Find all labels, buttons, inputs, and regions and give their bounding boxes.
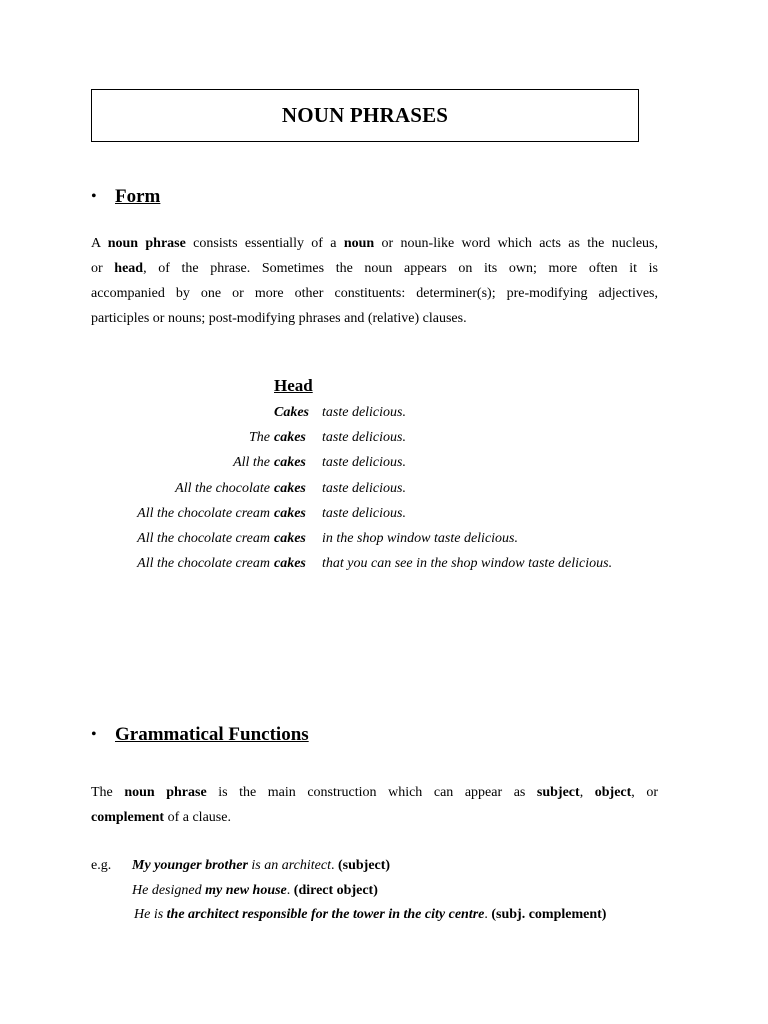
bullet-icon: • [91,726,97,743]
example-premodifier: All the chocolate [175,481,270,496]
functions-heading-text: Grammatical Functions [115,724,309,745]
form-paragraph-line: accompanied by one or more other constituents: determiner(s); pre-modifying adjectives, [91,286,658,301]
example-row [0,430,768,450]
example-row [0,405,768,425]
example-postmodifier: taste delicious. [322,405,406,420]
example-premodifier: The [249,430,270,445]
bullet-icon: • [91,188,97,205]
example-subject-complement: He is the architect responsible for the tower in the city centre. (subj. complement) [134,907,607,922]
form-paragraph-line: A noun phrase consists essentially of a noun or noun-like word which acts as the nucleus, [91,236,659,251]
example-head-noun: cakes [274,430,306,445]
form-heading-text: Form [115,186,161,207]
head-label: Head [274,376,313,395]
example-head-noun: Cakes [274,405,309,420]
functions-paragraph-line: complement of a clause. [91,810,231,825]
example-postmodifier: taste delicious. [322,430,406,445]
eg-label: e.g. [91,858,112,873]
example-row [0,556,768,576]
example-direct-object: He designed my new house. (direct object) [132,883,378,898]
example-premodifier: All the chocolate cream [137,556,270,571]
page-title: NOUN PHRASES [281,103,449,127]
example-postmodifier: taste delicious. [322,506,406,521]
example-head-noun: cakes [274,556,306,571]
example-row [0,506,768,526]
example-head-noun: cakes [274,455,306,470]
example-head-noun: cakes [274,481,306,496]
example-postmodifier: taste delicious. [322,455,406,470]
example-postmodifier: that you can see in the shop window taste delicious. [322,556,613,571]
functions-paragraph-line: The noun phrase is the main construction which can appear as subject, object, or [91,785,659,800]
example-row [0,531,768,551]
example-premodifier: All the chocolate cream [137,531,270,546]
form-heading [91,186,160,208]
form-paragraph-line: or head, of the phrase. Sometimes the noun appears on its own; more often it is [91,261,658,276]
example-premodifier: All the [233,455,270,470]
functions-paragraph [91,780,658,830]
title-box [91,89,639,142]
example-head-noun: cakes [274,506,306,521]
example-postmodifier: taste delicious. [322,481,406,496]
example-row [0,481,768,501]
example-postmodifier: in the shop window taste delicious. [322,531,518,546]
example-head-noun: cakes [274,531,306,546]
example-subject: My younger brother is an architect. (subject) [132,858,391,873]
functions-heading [91,724,309,746]
form-paragraph [91,231,658,331]
example-row [0,455,768,475]
form-paragraph-line: participles or nouns; post-modifying phrases and (relative) clauses. [91,311,467,326]
example-premodifier: All the chocolate cream [137,506,270,521]
